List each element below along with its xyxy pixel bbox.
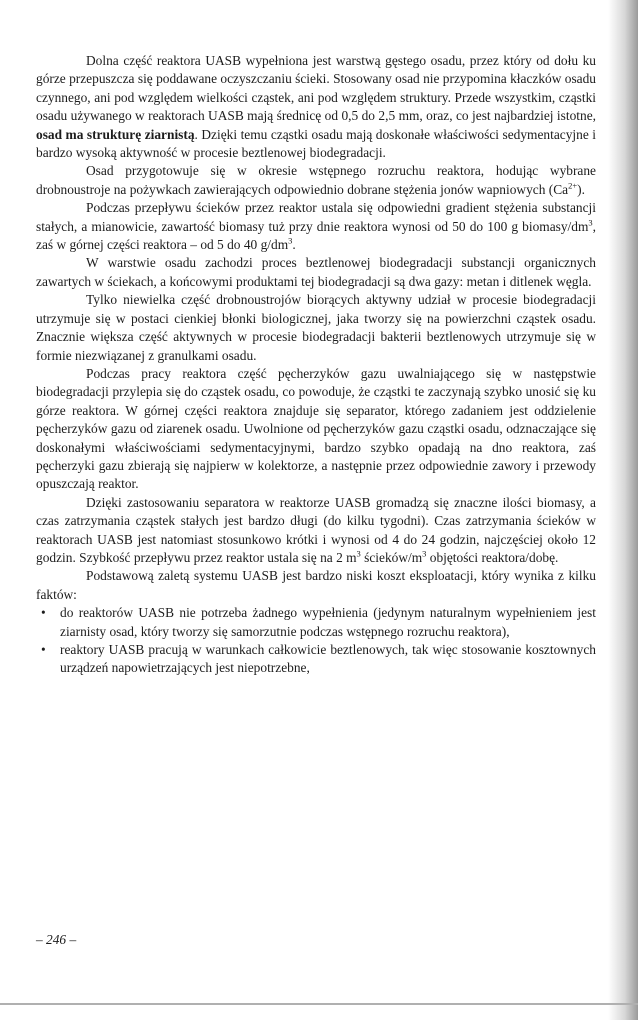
paragraph-5: Tylko niewielka część drobnoustrojów biorących aktywny udział w procesie biodegradacji utrzymuje się w postaci cienkiej błonki biologicznej, jaka tworzy się na powierzchni cząstek osadu. Znacznie większa część aktywnych w procesie biodegradacji bakterii beztlenowych utrzymuje się w formie niezwiązanej z granulkami osadu. <box>36 292 596 363</box>
page-bottom-line <box>0 1003 638 1005</box>
paragraph-3: Podczas przepływu ścieków przez reaktor ustala się odpowiedni gradient stężenia substancji stałych, a mianowicie, zawartość biomasy tuż przy dnie reaktora wynosi od 50 do 100 g biomasy/$dm^3$, zaś w górnej części reaktora – od 5 do 40 $g/dm^3$. <box>36 200 596 253</box>
paragraph-6: Podczas pracy reaktora część pęcherzyków gazu uwalniającego się w następstwie biodegradacji przylepia się do cząstek osadu, co powoduje, że cząstki te zaczynają szybko unosić się ku górze reaktora. W górnej części reaktora znajduje się separator, którego zadaniem jest oddzielenie pęcherzyków gazu od ziarenek osadu. Uwolnione od pęcherzyków gazu cząstki osadu, odznaczające się doskonałymi właściwościami sedymentacyjnymi, bardzo szybko opadają na dno reaktora, zaś pęcherzyki gazu zbierają się najpierw w kolektorze, a następnie przez odpowiednie zawory i przewody opuszczają reaktor. <box>36 365 596 492</box>
bold-phrase: osad ma strukturę ziarnistą <box>36 126 195 142</box>
paragraph-8: Podstawową zaletą systemu UASB jest bardzo niski koszt eksploatacji, który wynika z kilku faktów: <box>36 568 596 602</box>
page-edge-shadow <box>608 0 638 1020</box>
bullet-item: • reaktory UASB pracują w warunkach całkowicie beztlenowych, tak więc stosowanie kosztownych urządzeń napowietrzających jest niepotrzebne, <box>36 641 596 678</box>
paragraph-1: Dolna część reaktora UASB wypełniona jest warstwą gęstego osadu, przez który od dołu ku górze przepuszcza się poddawane oczyszczaniu ścieki. Stosowany osad nie przypomina kłaczków osadu czynnego, ani pod względem wielkości cząstek, ani pod względem struktury. Przede wszystkim, cząstki osadu używanego w reaktorach UASB mają średnicę od 0,5 do 2,5 mm, oraz, co jest najbardziej istotne, osad ma strukturę ziarnistą. Dzięki temu cząstki osadu mają doskonałe właściwości sedymentacyjne i bardzo wysoką aktywność w procesie beztlenowej biodegradacji. <box>36 53 596 161</box>
paragraph-7: Dzięki zastosowaniu separatora w reaktorze UASB gromadzą się znaczne ilości biomasy, a czas zatrzymania cząstek stałych jest bardzo długi (do kilku tygodni). Czas zatrzymania ścieków w reaktorach UASB jest natomiast stosunkowo krótki i wynosi od 4 do 24 godzin, najczęściej około 12 godzin. Szybkość przepływu przez reaktor ustala się na 2 $m^3$ ścieków/$m^3$ objętości reaktora/dobę. <box>36 494 596 565</box>
paragraph-4: W warstwie osadu zachodzi proces beztlenowej biodegradacji substancji organicznych zawartych w ściekach, a końcowymi produktami tej biodegradacji są dwa gazy: metan i ditlenek węgla. <box>36 255 596 289</box>
bullet-item: • do reaktorów UASB nie potrzeba żadnego wypełnienia (jedynym naturalnym wypełnieniem jest ziarnisty osad, który tworzy się samorzutnie podczas wstępnego rozruchu reaktora), <box>36 604 596 641</box>
paragraph-2: Osad przygotowuje się w okresie wstępnego rozruchu reaktora, hodując wybrane drobnoustroje na pożywkach zawierających odpowiednio dobrane stężenia jonów wapniowych $(Ca^{2+})$. <box>36 163 596 197</box>
bullet-list <box>36 604 596 678</box>
page-body <box>36 52 596 678</box>
page-number: – 246 – <box>36 932 77 947</box>
